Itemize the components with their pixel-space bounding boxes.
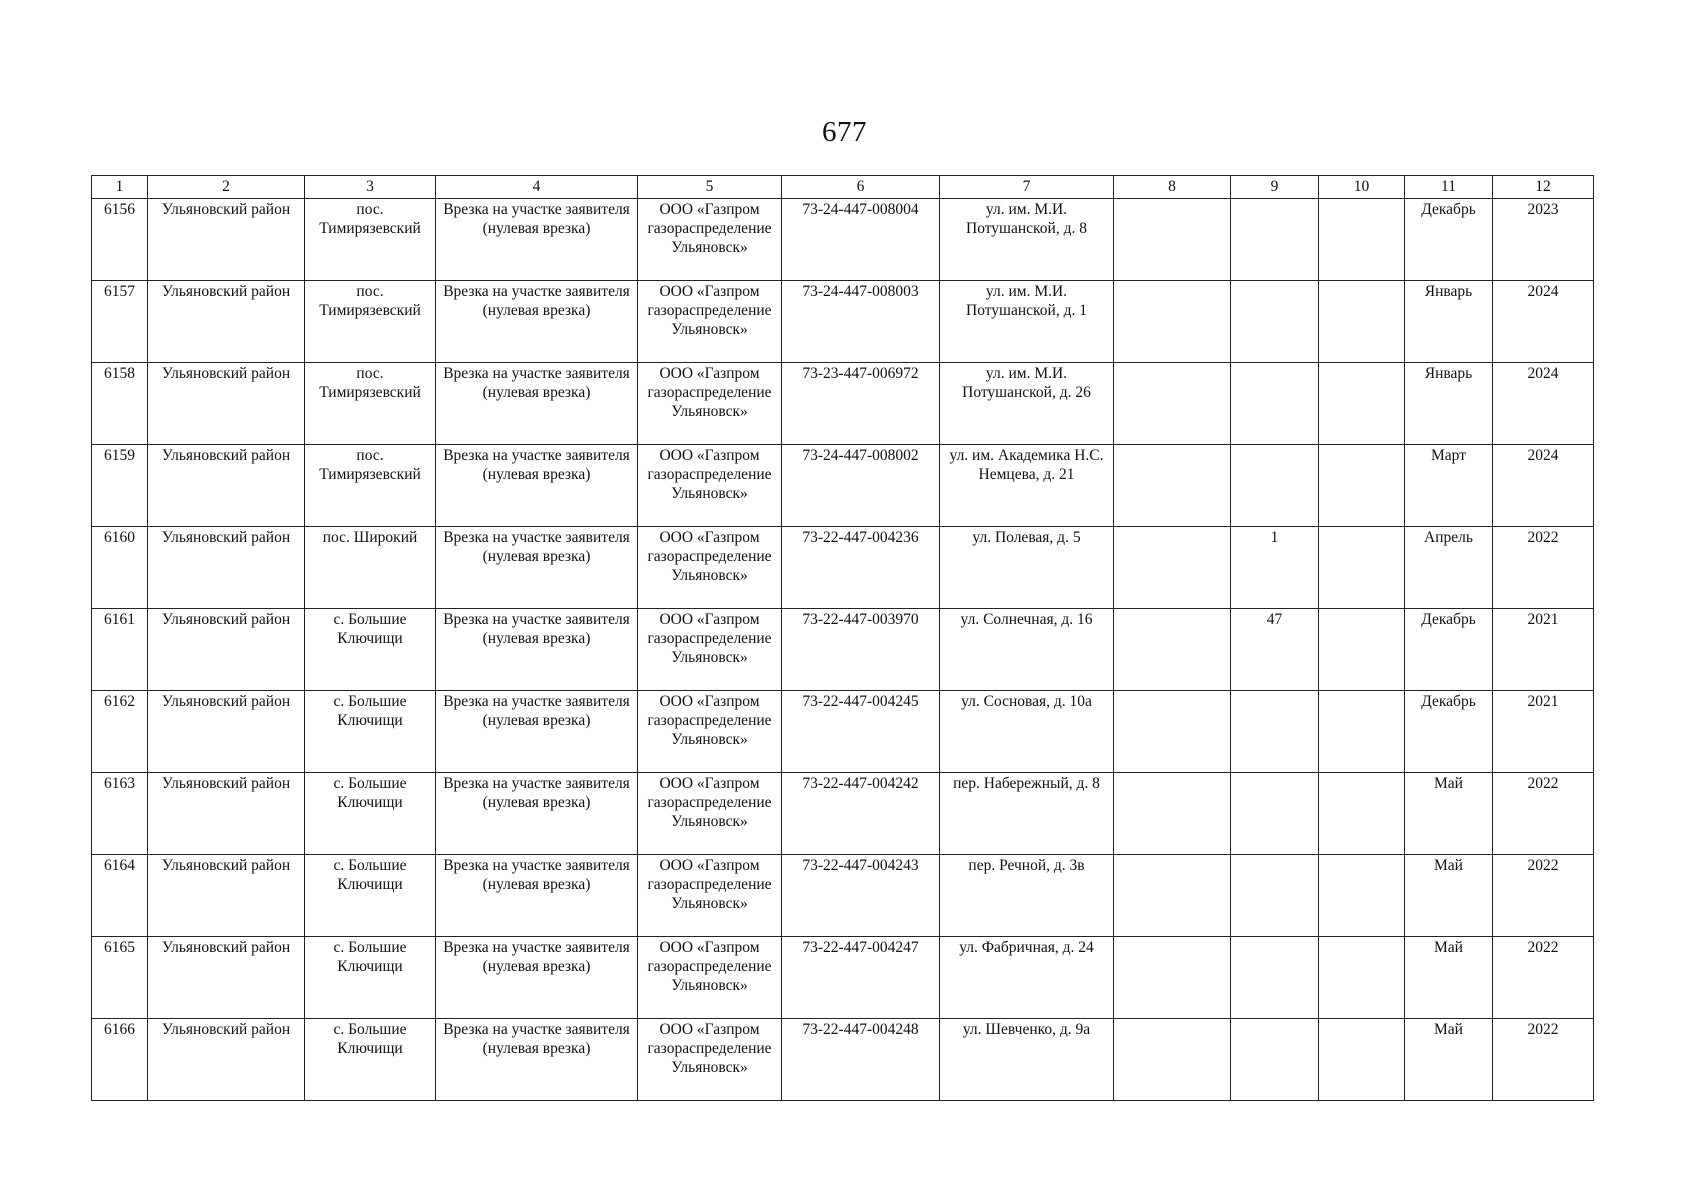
cell-code: 73-24-447-008004 [782,199,940,281]
cell-col8 [1114,691,1231,773]
cell-code: 73-22-447-004247 [782,937,940,1019]
cell-col9: 47 [1231,609,1319,691]
column-header-4: 4 [436,176,638,199]
cell-number: 6158 [92,363,148,445]
cell-col8 [1114,855,1231,937]
cell-col10 [1319,199,1405,281]
column-header-6: 6 [782,176,940,199]
column-header-5: 5 [638,176,782,199]
cell-col8 [1114,527,1231,609]
cell-year: 2024 [1493,445,1594,527]
cell-col9 [1231,1019,1319,1101]
cell-settlement: с. Большие Ключищи [305,855,436,937]
cell-district: Ульяновский район [148,855,305,937]
cell-work: Врезка на участке заявителя (нулевая врезка) [436,445,638,527]
cell-col10 [1319,1019,1405,1101]
cell-code: 73-22-447-004243 [782,855,940,937]
cell-district: Ульяновский район [148,1019,305,1101]
cell-district: Ульяновский район [148,527,305,609]
cell-col8 [1114,363,1231,445]
cell-organization: ООО «Газпром газораспределение Ульяновск» [638,1019,782,1101]
table-row [92,1019,1594,1101]
cell-number: 6166 [92,1019,148,1101]
cell-settlement: с. Большие Ключищи [305,1019,436,1101]
table-row [92,855,1594,937]
cell-month: Май [1405,773,1493,855]
cell-organization: ООО «Газпром газораспределение Ульяновск» [638,363,782,445]
table-row [92,773,1594,855]
column-header-1: 1 [92,176,148,199]
cell-year: 2021 [1493,609,1594,691]
cell-year: 2024 [1493,281,1594,363]
cell-number: 6161 [92,609,148,691]
cell-district: Ульяновский район [148,691,305,773]
cell-work: Врезка на участке заявителя (нулевая врезка) [436,855,638,937]
cell-code: 73-22-447-004245 [782,691,940,773]
column-header-11: 11 [1405,176,1493,199]
table-header [92,176,1594,199]
cell-district: Ульяновский район [148,937,305,1019]
cell-organization: ООО «Газпром газораспределение Ульяновск» [638,937,782,1019]
cell-code: 73-24-447-008003 [782,281,940,363]
cell-col9 [1231,937,1319,1019]
cell-number: 6163 [92,773,148,855]
table-row [92,445,1594,527]
cell-col8 [1114,773,1231,855]
cell-month: Декабрь [1405,199,1493,281]
cell-address: пер. Набережный, д. 8 [940,773,1114,855]
cell-col9 [1231,691,1319,773]
cell-code: 73-22-447-003970 [782,609,940,691]
cell-month: Декабрь [1405,609,1493,691]
cell-number: 6159 [92,445,148,527]
cell-col10 [1319,855,1405,937]
cell-number: 6162 [92,691,148,773]
cell-year: 2021 [1493,691,1594,773]
cell-col10 [1319,527,1405,609]
table-row [92,691,1594,773]
cell-month: Май [1405,937,1493,1019]
cell-year: 2024 [1493,363,1594,445]
cell-col9 [1231,445,1319,527]
cell-address: пер. Речной, д. 3в [940,855,1114,937]
cell-col9 [1231,773,1319,855]
cell-col9: 1 [1231,527,1319,609]
cell-col10 [1319,937,1405,1019]
table-row [92,199,1594,281]
table-body [92,199,1594,1101]
cell-code: 73-22-447-004242 [782,773,940,855]
cell-month: Январь [1405,281,1493,363]
cell-work: Врезка на участке заявителя (нулевая врезка) [436,937,638,1019]
cell-number: 6164 [92,855,148,937]
cell-month: Декабрь [1405,691,1493,773]
cell-col9 [1231,855,1319,937]
cell-organization: ООО «Газпром газораспределение Ульяновск» [638,445,782,527]
cell-col8 [1114,199,1231,281]
cell-organization: ООО «Газпром газораспределение Ульяновск» [638,527,782,609]
cell-work: Врезка на участке заявителя (нулевая врезка) [436,363,638,445]
cell-address: ул. им. М.И. Потушанской, д. 1 [940,281,1114,363]
cell-organization: ООО «Газпром газораспределение Ульяновск» [638,773,782,855]
cell-work: Врезка на участке заявителя (нулевая врезка) [436,1019,638,1101]
cell-settlement: пос. Тимирязевский [305,363,436,445]
cell-settlement: с. Большие Ключищи [305,609,436,691]
cell-work: Врезка на участке заявителя (нулевая врезка) [436,691,638,773]
cell-year: 2022 [1493,1019,1594,1101]
column-header-8: 8 [1114,176,1231,199]
cell-month: Январь [1405,363,1493,445]
cell-work: Врезка на участке заявителя (нулевая врезка) [436,773,638,855]
cell-settlement: пос. Тимирязевский [305,445,436,527]
cell-col10 [1319,281,1405,363]
cell-district: Ульяновский район [148,445,305,527]
cell-code: 73-24-447-008002 [782,445,940,527]
cell-settlement: с. Большие Ключищи [305,773,436,855]
cell-address: ул. Полевая, д. 5 [940,527,1114,609]
cell-col10 [1319,609,1405,691]
cell-address: ул. Шевченко, д. 9а [940,1019,1114,1101]
cell-year: 2022 [1493,527,1594,609]
table-row [92,937,1594,1019]
cell-month: Март [1405,445,1493,527]
cell-address: ул. Солнечная, д. 16 [940,609,1114,691]
cell-month: Апрель [1405,527,1493,609]
cell-work: Врезка на участке заявителя (нулевая врезка) [436,199,638,281]
cell-district: Ульяновский район [148,199,305,281]
cell-organization: ООО «Газпром газораспределение Ульяновск» [638,609,782,691]
cell-work: Врезка на участке заявителя (нулевая врезка) [436,527,638,609]
cell-settlement: пос. Тимирязевский [305,281,436,363]
cell-code: 73-22-447-004236 [782,527,940,609]
cell-district: Ульяновский район [148,773,305,855]
cell-month: Май [1405,855,1493,937]
cell-settlement: пос. Тимирязевский [305,199,436,281]
column-header-7: 7 [940,176,1114,199]
cell-col10 [1319,445,1405,527]
cell-organization: ООО «Газпром газораспределение Ульяновск» [638,691,782,773]
cell-year: 2022 [1493,855,1594,937]
column-header-9: 9 [1231,176,1319,199]
cell-col9 [1231,363,1319,445]
cell-work: Врезка на участке заявителя (нулевая врезка) [436,281,638,363]
table-row [92,363,1594,445]
cell-district: Ульяновский район [148,281,305,363]
cell-district: Ульяновский район [148,363,305,445]
cell-settlement: с. Большие Ключищи [305,937,436,1019]
page-number: 677 [822,116,867,148]
cell-work: Врезка на участке заявителя (нулевая врезка) [436,609,638,691]
table-row [92,527,1594,609]
table-row [92,609,1594,691]
cell-code: 73-23-447-006972 [782,363,940,445]
cell-organization: ООО «Газпром газораспределение Ульяновск» [638,199,782,281]
cell-address: ул. им. Академика Н.С. Немцева, д. 21 [940,445,1114,527]
column-header-3: 3 [305,176,436,199]
cell-address: ул. им. М.И. Потушанской, д. 26 [940,363,1114,445]
cell-year: 2023 [1493,199,1594,281]
cell-address: ул. Фабричная, д. 24 [940,937,1114,1019]
cell-organization: ООО «Газпром газораспределение Ульяновск» [638,281,782,363]
table-row [92,281,1594,363]
cell-year: 2022 [1493,937,1594,1019]
header-row [92,176,1594,199]
cell-col9 [1231,199,1319,281]
cell-month: Май [1405,1019,1493,1101]
cell-col10 [1319,691,1405,773]
cell-settlement: с. Большие Ключищи [305,691,436,773]
cell-number: 6157 [92,281,148,363]
cell-address: ул. им. М.И. Потушанской, д. 8 [940,199,1114,281]
cell-col9 [1231,281,1319,363]
cell-col8 [1114,1019,1231,1101]
cell-number: 6165 [92,937,148,1019]
cell-col8 [1114,445,1231,527]
cell-col10 [1319,773,1405,855]
cell-col8 [1114,281,1231,363]
cell-number: 6156 [92,199,148,281]
cell-code: 73-22-447-004248 [782,1019,940,1101]
cell-number: 6160 [92,527,148,609]
cell-organization: ООО «Газпром газораспределение Ульяновск» [638,855,782,937]
cell-col8 [1114,937,1231,1019]
cell-settlement: пос. Широкий [305,527,436,609]
cell-col8 [1114,609,1231,691]
column-header-12: 12 [1493,176,1594,199]
cell-address: ул. Сосновая, д. 10а [940,691,1114,773]
cell-col10 [1319,363,1405,445]
column-header-10: 10 [1319,176,1405,199]
register-table [91,175,1594,1101]
cell-year: 2022 [1493,773,1594,855]
cell-district: Ульяновский район [148,609,305,691]
column-header-2: 2 [148,176,305,199]
